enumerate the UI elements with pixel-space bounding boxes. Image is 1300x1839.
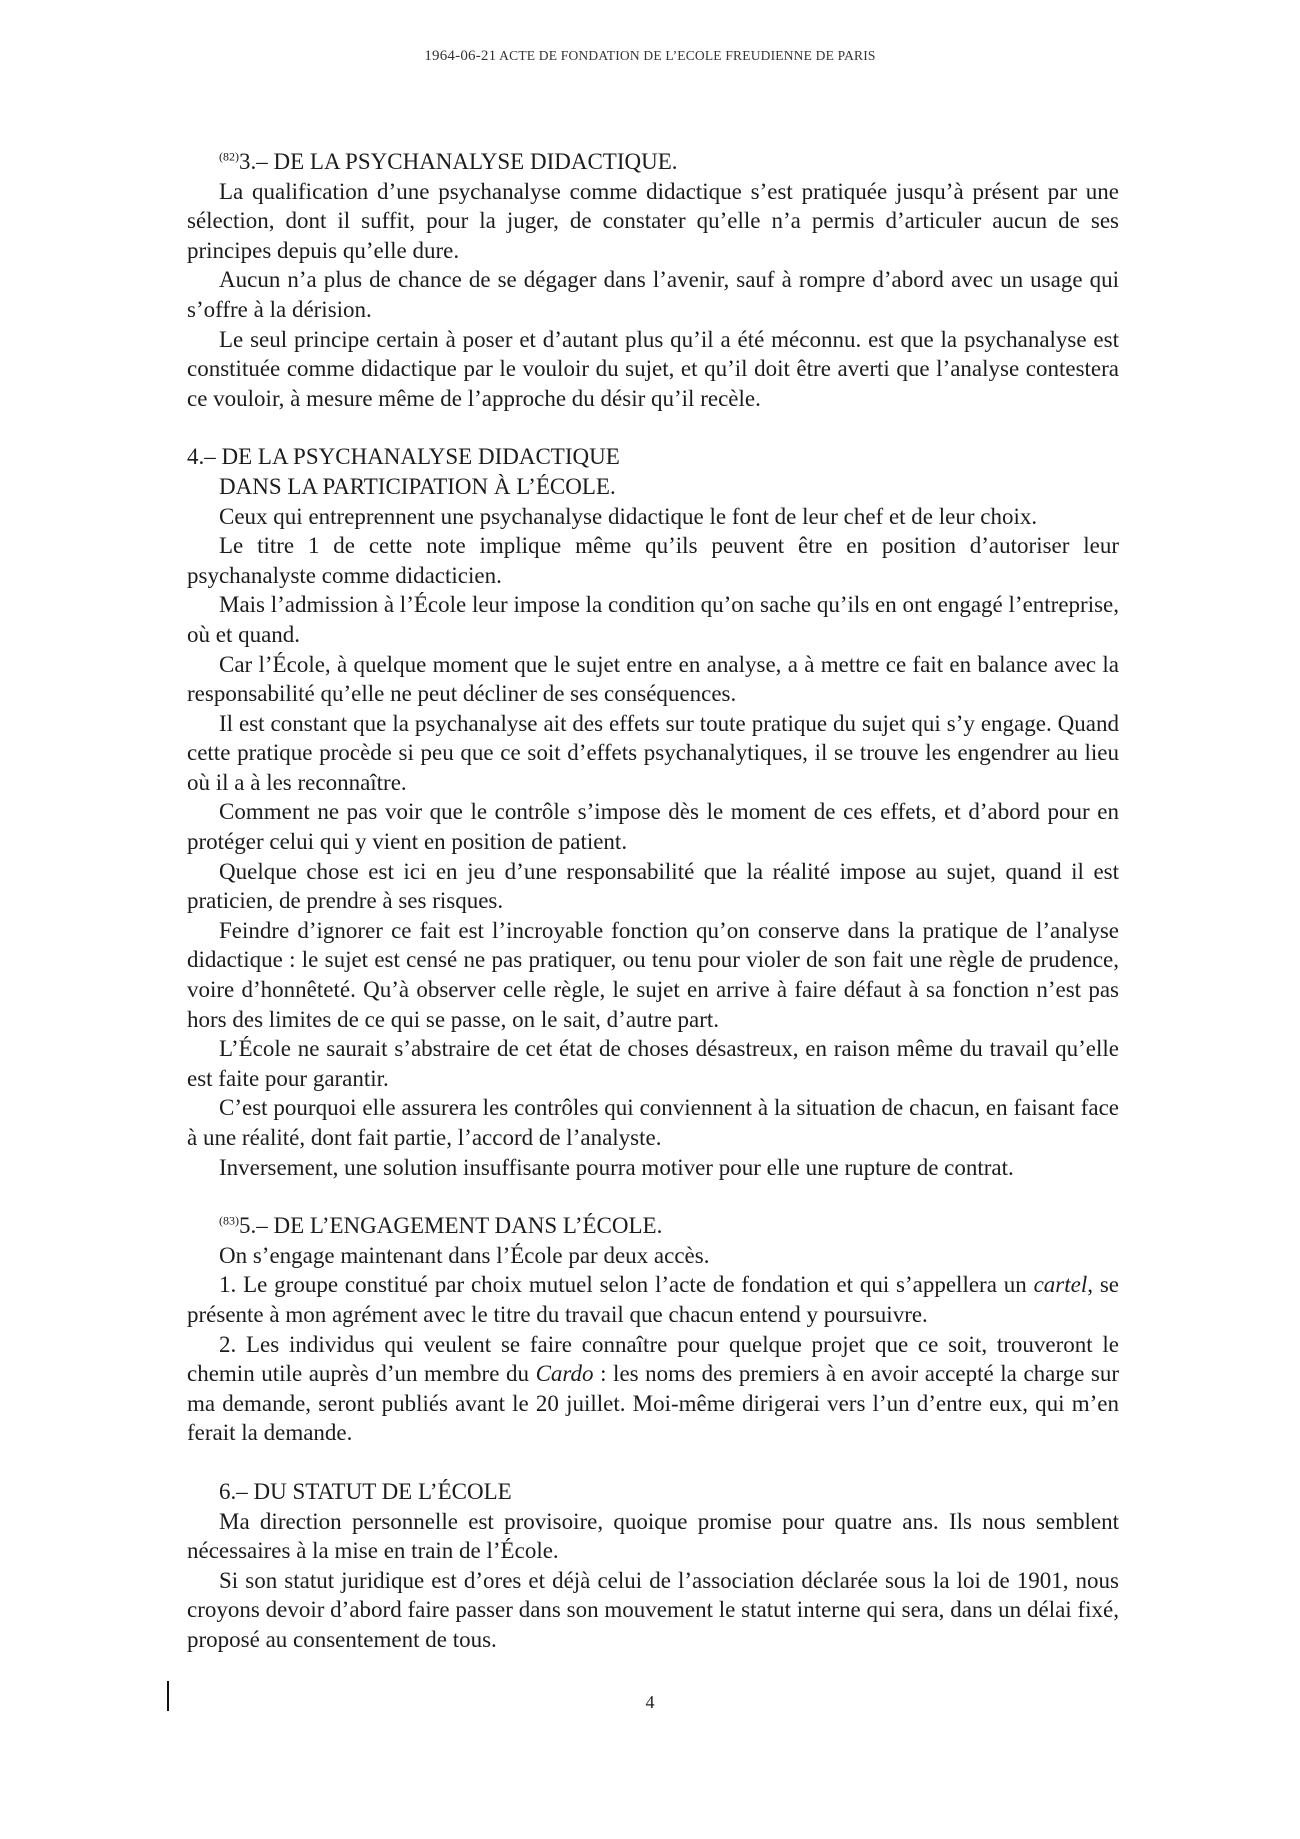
section-6-paragraph-1: Ma direction personnelle est provisoire, quoique promise pour quatre ans. Ils nous semblent nécessaires à la mise en train de l’École. [187,1508,1119,1564]
section-4-title-line-2: DANS LA PARTICIPATION À L’ÉCOLE. [219,473,616,499]
section-5-paragraph-2-text-a: 1. Le groupe constitué par choix mutuel selon l’acte de fondation et qui s’appellera un [219,1272,1034,1298]
section-4-paragraph-6: Comment ne pas voir que le contrôle s’impose dès le moment de ces effets, et d’abord pour en protéger celui qui y vient en position de patient. [187,799,1119,855]
section-4-heading [187,442,1119,501]
section-4-paragraph-8: Feindre d’ignorer ce fait est l’incroyable fonction qu’on conserve dans la pratique de l’analyse didactique : le sujet est censé ne pas pratiquer, ou tenu pour violer de son fait une règle de prudence, voire d’honnêteté. Qu’à observer celle règle, le sujet en arrive à faire défaut à sa fonction n’est pas hors des limites de ce qui se passe, on le sait, d’autre part. [187,917,1119,1032]
section-4-title-line-1: 4.– DE LA PSYCHANALYSE DIDACTIQUE [187,444,620,470]
section-4-paragraph-5: Il est constant que la psychanalyse ait des effets sur toute pratique du sujet qui s’y engage. Quand cette pratique procède si peu que ce soit d’effets psychanalytiques, il se trouve les engendrer au lieu où il a à les reconnaître. [187,710,1119,795]
cartel-term: cartel [1033,1272,1088,1298]
section-4-paragraph-1: Ceux qui entreprennent une psychanalyse didactique le font de leur chef et de leur choix. [219,503,1038,529]
section-5-paragraph-2 [187,1270,1119,1329]
page-number: 4 [645,1692,655,1712]
section-3-paragraph-1: La qualification d’une psychanalyse comme didactique s’est pratiquée jusqu’à présent par une sélection, dont il suffit, pour la juger, de constater qu’elle n’a permis d’articuler aucun de ses principes depuis qu’elle dure. [187,178,1119,263]
section-3-heading [187,147,1119,177]
section-3-title: 3.– DE LA PSYCHANALYSE DIDACTIQUE. [239,149,678,174]
section-5-paragraph-1: On s’engage maintenant dans l’École par deux accès. [219,1242,710,1268]
section-6-paragraph-2: Si son statut juridique est d’ores et déjà celui de l’association déclarée sous la loi de 1901, nous croyons devoir d’abord faire passer dans son mouvement le statut interne qui sera, dans un délai fixé, proposé au consentement de tous. [187,1567,1119,1652]
section-4-paragraph-7: Quelque chose est ici en jeu d’une responsabilité que la réalité impose au sujet, quand il est praticien, de prendre à ses risques. [187,858,1119,914]
section-4-paragraph-2: Le titre 1 de cette note implique même qu’ils peuvent être en position d’autoriser leur psychanalyste comme didacticien. [187,533,1119,588]
section-6-heading: 6.– DU STATUT DE L’ÉCOLE [219,1478,512,1504]
header-date: 1964-06-21 [424,48,497,64]
section-3-paragraph-2: Aucun n’a plus de chance de se dégager dans l’avenir, sauf à rompre d’abord avec un usage qui s’offre à la dérision. [187,267,1119,322]
section-4-paragraph-9: L’École ne saurait s’abstraire de cet état de choses désastreux, en raison même du travail qu’elle est faite pour garantir. [187,1036,1119,1091]
section-5-paragraph-2-text-b: , se présente à mon agrément avec le titre du travail que chacun entend y poursuivre. [187,1272,1119,1327]
section-4-paragraph-3: Mais l’admission à l’École leur impose la condition qu’on sache qu’ils en ont engagé l’entreprise, où et quand. [187,592,1119,647]
section-3-paragraph-3: Le seul principe certain à poser et d’autant plus qu’il a été méconnu. est que la psychanalyse est constituée comme didactique par le vouloir du sujet, et qu’il doit être averti que l’analyse contestera ce vouloir, à mesure même de l’approche du désir qu’il recèle. [187,326,1119,411]
page-marker-82: (82) [219,149,239,164]
section-4-paragraph-11: Inversement, une solution insuffisante pourra motiver pour elle une rupture de contrat. [219,1154,1014,1180]
section-4-paragraph-4: Car l’École, à quelque moment que le sujet entre en analyse, a à mettre ce fait en balance avec la responsabilité qu’elle ne peut décliner de ses conséquences. [187,651,1119,707]
section-5-heading [187,1211,1119,1241]
page-marker-83: (83) [219,1213,239,1228]
document-body [187,147,1119,1655]
section-4-paragraph-10: C’est pourquoi elle assurera les contrôles qui conviennent à la situation de chacun, en faisant face à une réalité, dont fait partie, l’accord de l’analyste. [187,1095,1119,1150]
cardo-term: Cardo [535,1361,594,1387]
running-header [0,48,1300,65]
section-5-title: 5.– DE L’ENGAGEMENT DANS L’ÉCOLE. [239,1213,663,1239]
spacer [187,1182,1119,1211]
spacer [187,1448,1119,1477]
header-title: ACTE DE FONDATION DE L’ECOLE FREUDIENNE DE PARIS [499,48,876,63]
section-5-paragraph-3-text-b: : les noms des premiers à en avoir accepté la charge sur ma demande, seront publiés avant le 20 juillet. Moi-même dirigerai vers l’un d’entre eux, qui m’en ferait la demande. [187,1361,1119,1446]
section-5-paragraph-3-text-a: 2. Les individus qui veulent se faire connaître pour quelque projet que ce soit, trouveront le chemin utile auprès d’un membre du [187,1331,1119,1387]
spacer [187,413,1119,442]
section-5-paragraph-3 [187,1330,1119,1448]
